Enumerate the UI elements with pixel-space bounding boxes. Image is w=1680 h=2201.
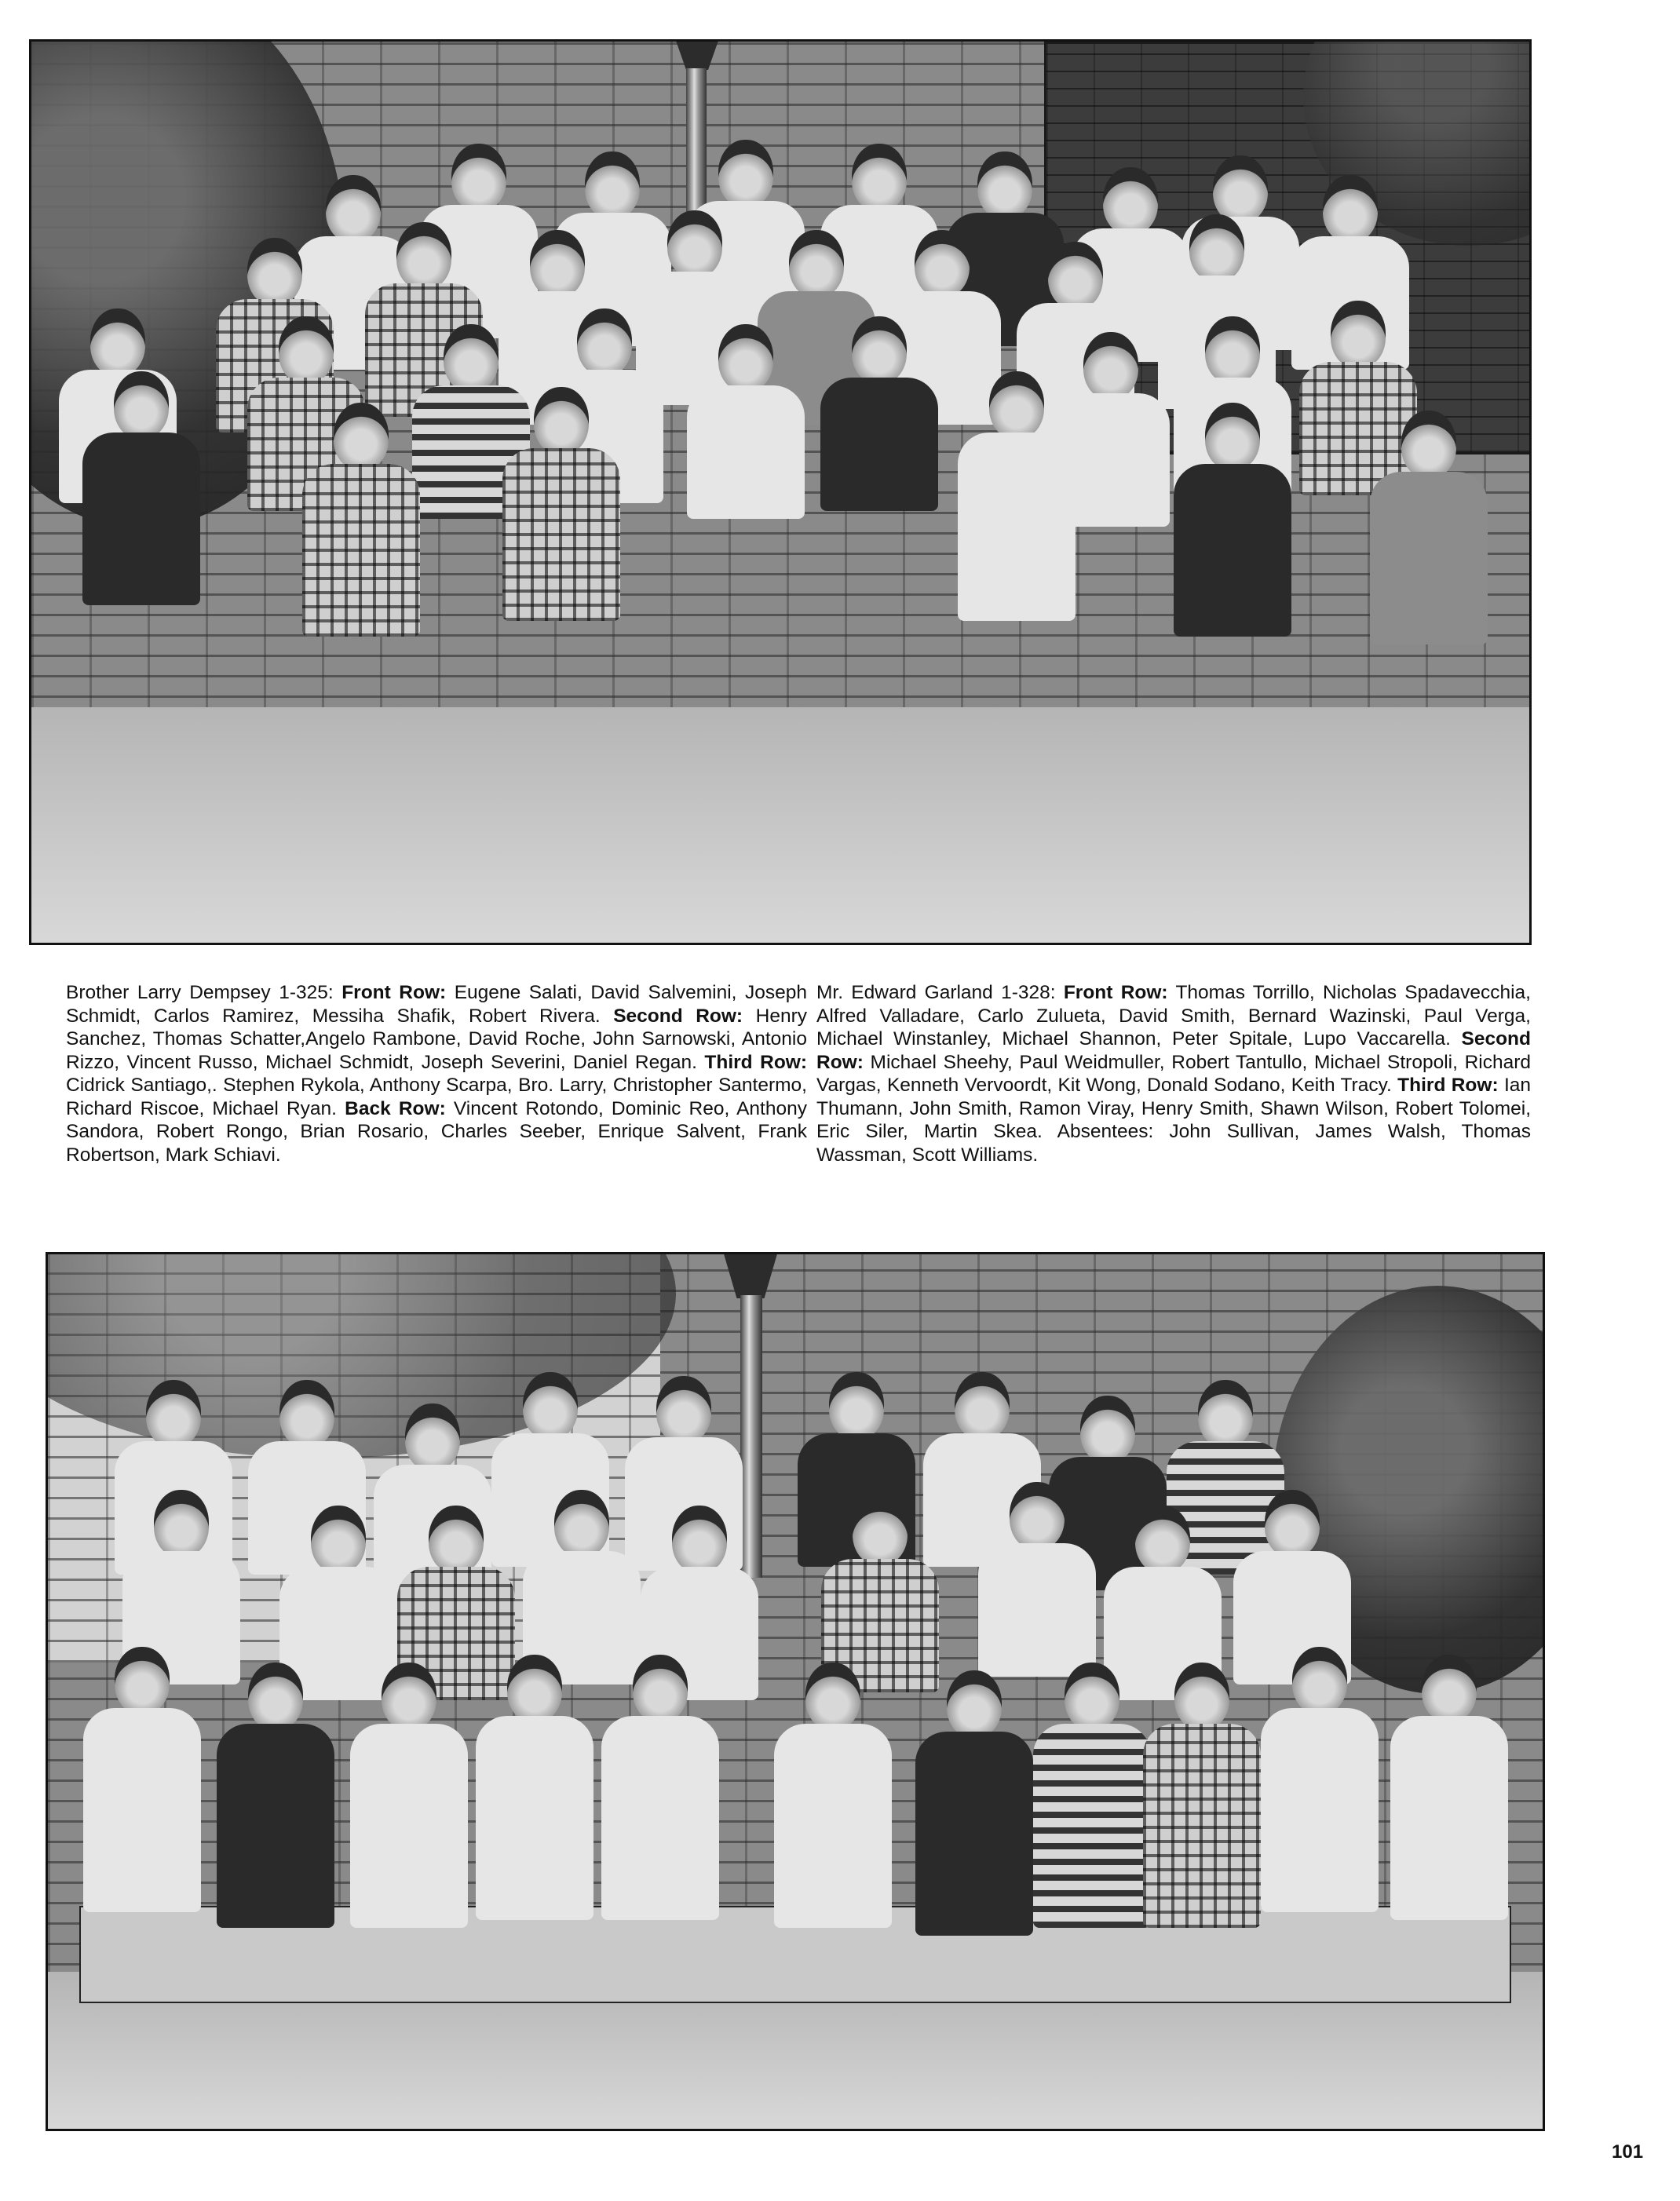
- student: [1382, 1655, 1516, 1937]
- caption-homeroom-1-325: [66, 981, 807, 1166]
- page-number: 101: [1612, 2141, 1644, 2163]
- student: [816, 316, 942, 520]
- student: [79, 1647, 205, 1929]
- row-label: Third Row:: [704, 1051, 807, 1073]
- student: [974, 1482, 1100, 1686]
- row-label: Third Row:: [1397, 1075, 1499, 1096]
- student: [71, 371, 212, 622]
- row-label: Back Row:: [345, 1097, 446, 1119]
- row-names: Thomas Torrillo, Nicholas Spadavecchia, Alfred Valladare, Carlo Zulueta, David Smith, Bernard Wazinski, Paul Verga, Michael Winstanley, Michael Shannon, Peter Spitale, Lupo Vaccarella.: [816, 982, 1531, 1049]
- teacher: [762, 1663, 904, 1945]
- student: [1154, 403, 1311, 654]
- student: [1257, 1647, 1382, 1929]
- row-names: Vincent Rotondo, Dominic Reo, Anthony Sandora, Robert Rongo, Brian Rosario, Charles Seeber, Enrique Salvent, Frank Robertson, Mark Schiavi.: [66, 1097, 807, 1166]
- student: [911, 1670, 1037, 1953]
- student: [1139, 1663, 1265, 1945]
- student: [683, 324, 809, 528]
- homeroom-teacher: Mr. Edward Garland 1-328:: [816, 982, 1056, 1003]
- student: [213, 1663, 338, 1945]
- row-label: Front Row:: [341, 982, 447, 1003]
- student: [1029, 1663, 1155, 1945]
- ground: [31, 707, 1529, 943]
- student: [472, 1655, 597, 1937]
- student: [346, 1663, 472, 1945]
- row-names: Michael Sheehy, Paul Weidmuller, Robert Tantullo, Michael Stropoli, Richard Vargas, Kenneth Vervoordt, Kit Wong, Donald Sodano, Keith Tracy.: [816, 1051, 1531, 1096]
- student: [487, 387, 636, 638]
- row-label: Second Row:: [816, 1028, 1531, 1073]
- row-names: Cidrick Santiago,. Stephen Rykola, Anthony Scarpa, Bro. Larry, Christopher Santermo, Richard Riscoe, Michael Ryan.: [66, 1075, 807, 1119]
- class-photo-1-325: [29, 39, 1532, 945]
- student: [942, 371, 1091, 638]
- student: [597, 1655, 723, 1937]
- student: [290, 403, 432, 654]
- class-photo-1-328: [46, 1252, 1545, 2131]
- caption-homeroom-1-328: [816, 981, 1531, 1166]
- row-names: Henry Sanchez, Thomas Schatter,Angelo Rambone, David Roche, John Sarnowski, Antonio Rizzo, Vincent Russo, Michael Schmidt, Joseph Severini, Daniel Regan.: [66, 1005, 807, 1073]
- homeroom-teacher: Brother Larry Dempsey 1-325:: [66, 982, 334, 1003]
- row-names: Eugene Salati, David Salvemini, Joseph Schmidt, Carlos Ramirez, Messiha Shafik, Robert Rivera.: [66, 982, 808, 1027]
- row-names: Ian Thumann, John Smith, Ramon Viray, Henry Smith, Shawn Wilson, Robert Tolomei, Eric Siler, Martin Skea. Absentees: John Sullivan, James Walsh, Thomas Wassman, Scott Williams.: [816, 1075, 1532, 1166]
- row-label: Front Row:: [1063, 982, 1168, 1003]
- row-label: Second Row:: [613, 1005, 743, 1027]
- student: [1358, 411, 1499, 662]
